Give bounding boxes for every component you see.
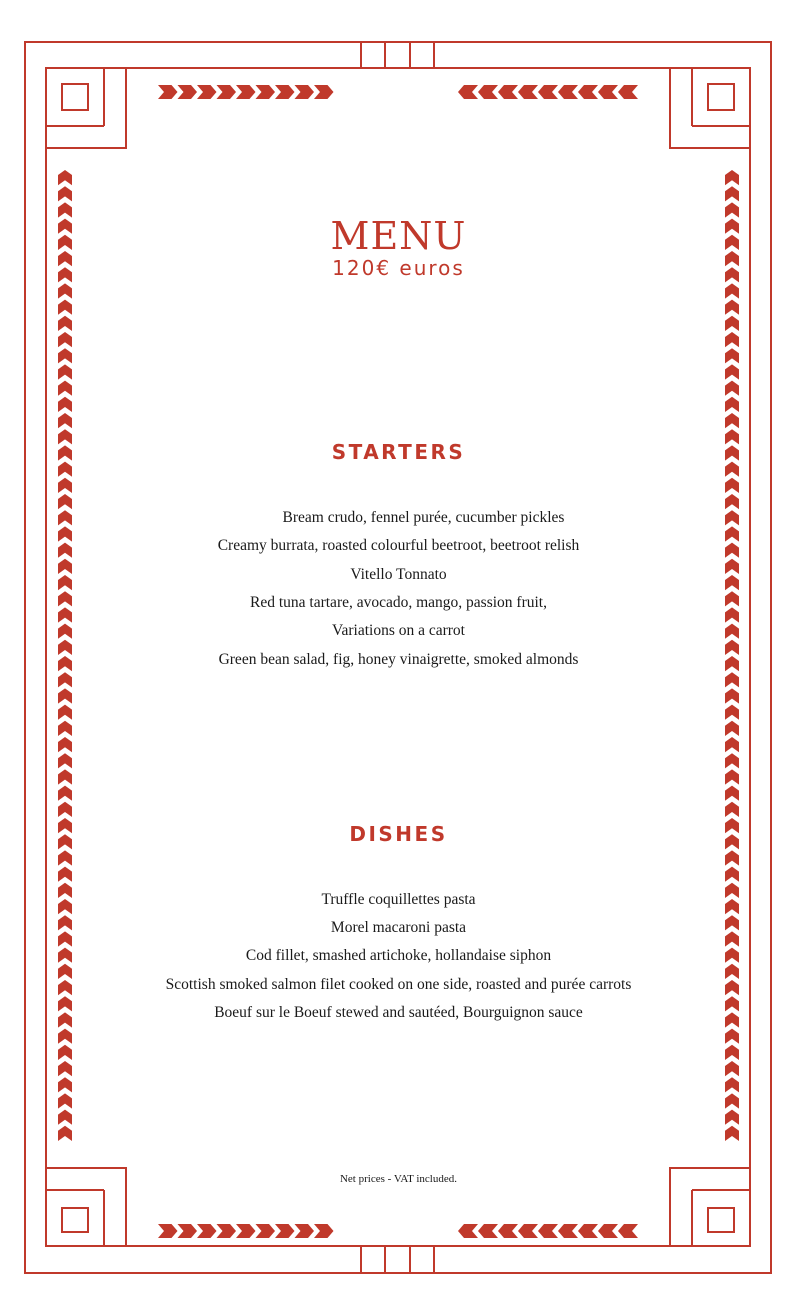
- menu-item: Truffle coquillettes pasta: [321, 891, 476, 908]
- vat-footnote: Net prices - VAT included.: [339, 1173, 457, 1185]
- menu-item: Bream crudo, fennel purée, cucumber pickles: [282, 509, 565, 526]
- menu-item: Green bean salad, fig, honey vinaigrette, smoked almonds: [218, 650, 579, 668]
- menu-item: Boeuf sur le Boeuf stewed and sautéed, Bourguignon sauce: [214, 1003, 583, 1021]
- menu-item: Morel macaroni pasta: [330, 919, 467, 937]
- menu-item: Vitello Tonnato: [350, 565, 447, 583]
- menu-item: Cod fillet, smashed artichoke, hollandaise siphon: [245, 947, 552, 965]
- menu-title: MENU: [330, 214, 467, 258]
- dishes-heading: DISHES: [349, 822, 448, 846]
- menu-item: Creamy burrata, roasted colourful beetroot, beetroot relish: [217, 537, 580, 555]
- menu-item: Red tuna tartare, avocado, mango, passion fruit,: [250, 593, 547, 611]
- starters-heading: STARTERS: [331, 440, 466, 464]
- menu-price: 120€ euros: [332, 256, 465, 280]
- menu-item: Variations on a carrot: [332, 622, 465, 640]
- menu-item: Scottish smoked salmon filet cooked on one side, roasted and purée carrots: [165, 975, 632, 993]
